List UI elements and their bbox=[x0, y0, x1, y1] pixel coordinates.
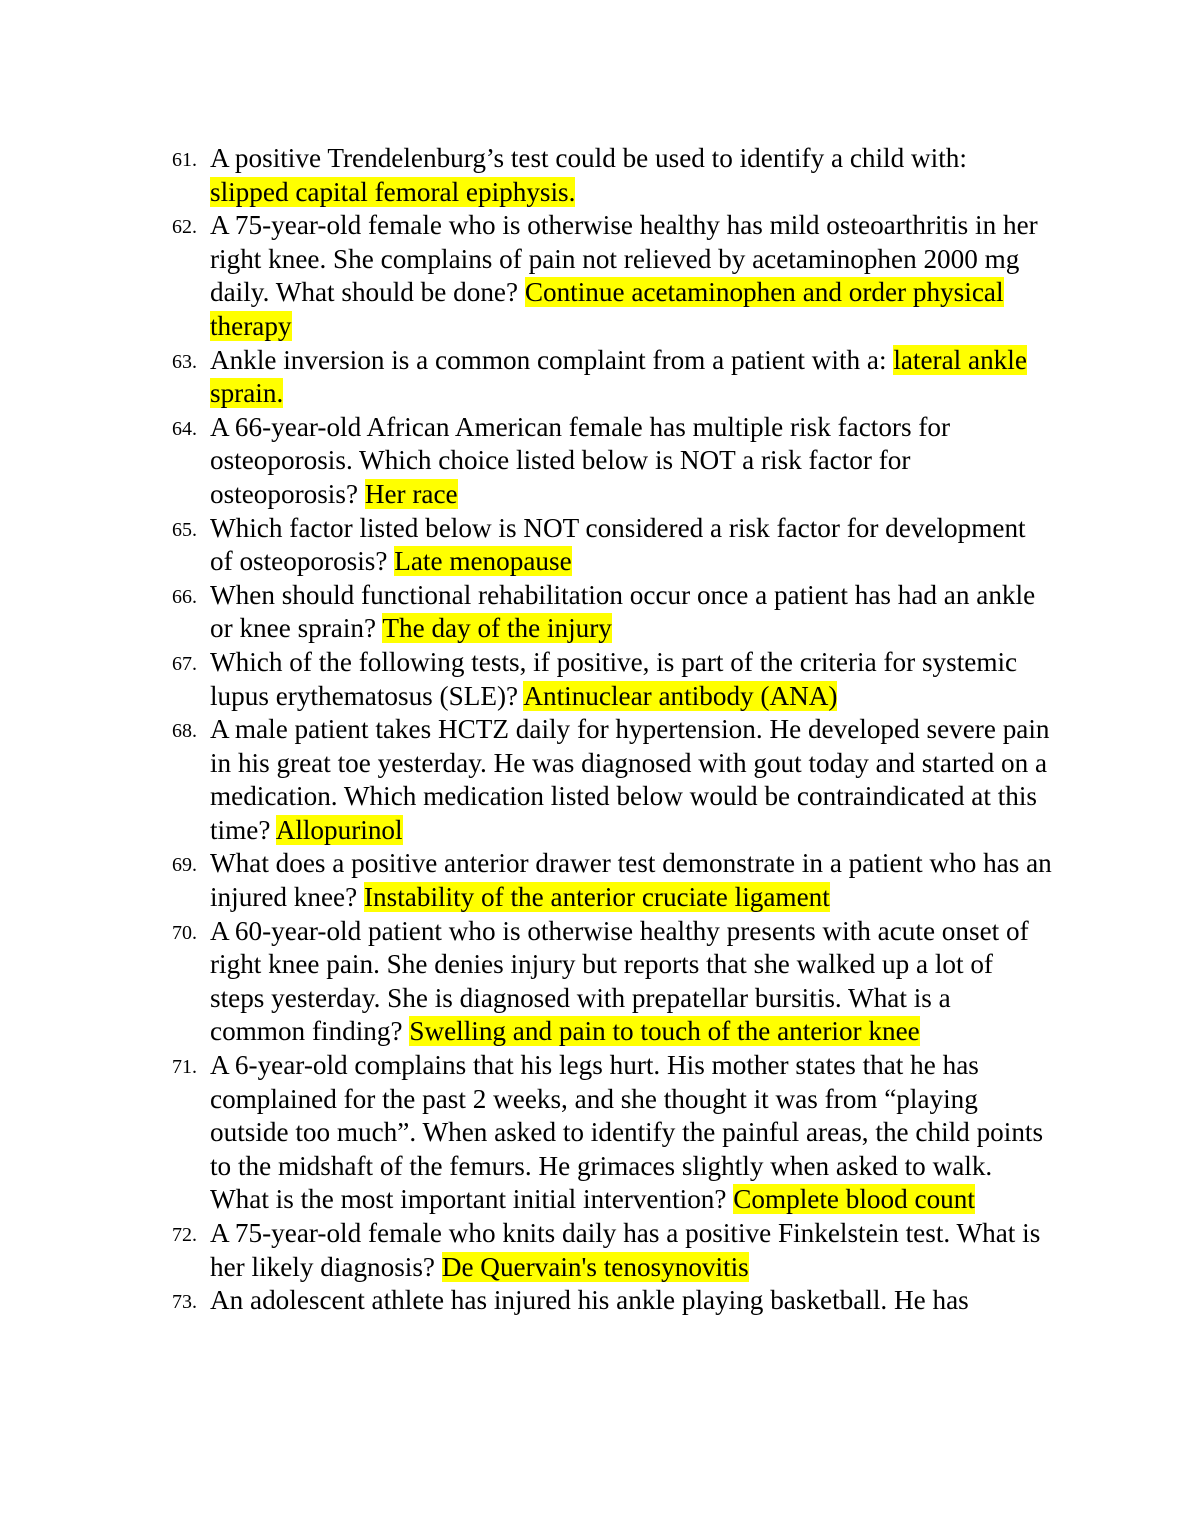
question-number: 72. bbox=[172, 1224, 197, 1246]
question-text: A positive Trendelenburg’s test could be used to identify a child with: bbox=[210, 143, 967, 173]
highlighted-answer: slipped capital femoral epiphysis. bbox=[210, 176, 576, 207]
question-text: A 66-year-old African American female has multiple risk factors for osteoporosis. Which choice listed below is NOT a risk factor for osteoporosis? bbox=[210, 411, 951, 509]
question-item bbox=[172, 713, 1052, 847]
highlighted-answer: lateral ankle sprain. bbox=[210, 344, 1027, 409]
highlighted-answer: Complete blood count bbox=[733, 1184, 975, 1215]
highlighted-answer: Her race bbox=[364, 478, 458, 509]
question-number: 68. bbox=[172, 720, 197, 743]
highlighted-answer: Instability of the anterior cruciate ligament bbox=[364, 882, 830, 913]
question-item bbox=[172, 1049, 1052, 1217]
question-item bbox=[172, 512, 1052, 579]
question-item bbox=[172, 1217, 1052, 1284]
question-item bbox=[172, 579, 1052, 646]
question-number: 63. bbox=[172, 350, 197, 373]
question-number: 67. bbox=[172, 652, 197, 675]
question-text: Ankle inversion is a common complaint from a patient with a: bbox=[210, 344, 894, 375]
highlighted-answer: The day of the injury bbox=[382, 613, 612, 644]
question-item bbox=[172, 209, 1052, 343]
highlighted-answer: Allopurinol bbox=[275, 814, 403, 845]
question-number: 71. bbox=[172, 1056, 197, 1079]
question-number: 65. bbox=[172, 518, 197, 541]
highlighted-answer: Late menopause bbox=[394, 546, 572, 577]
question-text: A 6-year-old complains that his legs hurt. His mother states that he has complained for the past 2 weeks, and she thought it was from “playing outside too much”. When asked to identify the painful areas, the child points to the midshaft of the femurs. He grimaces slightly when asked to walk. What is the most important initial intervention? bbox=[210, 1050, 1044, 1215]
question-text: A 75-year-old female who knits daily has a positive Finkelstein test. What is her likely diagnosis? bbox=[210, 1218, 1041, 1282]
question-number: 70. bbox=[172, 921, 197, 944]
question-item bbox=[172, 411, 1052, 512]
question-item bbox=[172, 1284, 1052, 1318]
highlighted-answer: Antinuclear antibody (ANA) bbox=[523, 680, 838, 711]
question-number: 61. bbox=[172, 149, 197, 171]
question-text: A 60-year-old patient who is otherwise healthy presents with acute onset of right knee pain. She denies injury but reports that she walked up a lot of steps yesterday. She is diagnosed with prepatellar bursitis. What is a common finding? bbox=[210, 915, 1029, 1047]
question-text: An adolescent athlete has injured his ankle playing basketball. He has bbox=[210, 1285, 969, 1316]
question-number: 66. bbox=[172, 585, 197, 608]
question-number: 62. bbox=[172, 216, 197, 239]
question-item bbox=[172, 142, 1052, 209]
question-text: When should functional rehabilitation occur once a patient has had an ankle or knee sprain? bbox=[210, 579, 1036, 644]
question-number: 73. bbox=[172, 1291, 197, 1314]
question-text: Which factor listed below is NOT considered a risk factor for development of osteoporosis? bbox=[210, 512, 1026, 577]
question-text: Which of the following tests, if positive, is part of the criteria for systemic lupus erythematosus (SLE)? bbox=[210, 646, 1018, 711]
question-text: A 75-year-old female who is otherwise healthy has mild osteoarthritis in her right knee. She complains of pain not relieved by acetaminophen 2000 mg daily. What should be done? bbox=[210, 210, 1038, 308]
highlighted-answer: Continue acetaminophen and order physical therapy bbox=[210, 277, 1004, 341]
question-item bbox=[172, 344, 1052, 411]
question-text: What does a positive anterior drawer test demonstrate in a patient who has an injured knee? bbox=[210, 848, 1052, 913]
document-page bbox=[0, 142, 1190, 1318]
highlighted-answer: Swelling and pain to touch of the anterior knee bbox=[409, 1016, 920, 1047]
question-number: 69. bbox=[172, 854, 197, 877]
question-item bbox=[172, 847, 1052, 914]
question-number: 64. bbox=[172, 417, 197, 440]
highlighted-answer: De Quervain's tenosynovitis bbox=[441, 1251, 749, 1282]
question-item bbox=[172, 646, 1052, 713]
question-item bbox=[172, 915, 1052, 1049]
question-text: A male patient takes HCTZ daily for hypertension. He developed severe pain in his great toe yesterday. He was diagnosed with gout today and started on a medication. Which medication listed below would be contraindicated at this time? bbox=[210, 714, 1050, 845]
